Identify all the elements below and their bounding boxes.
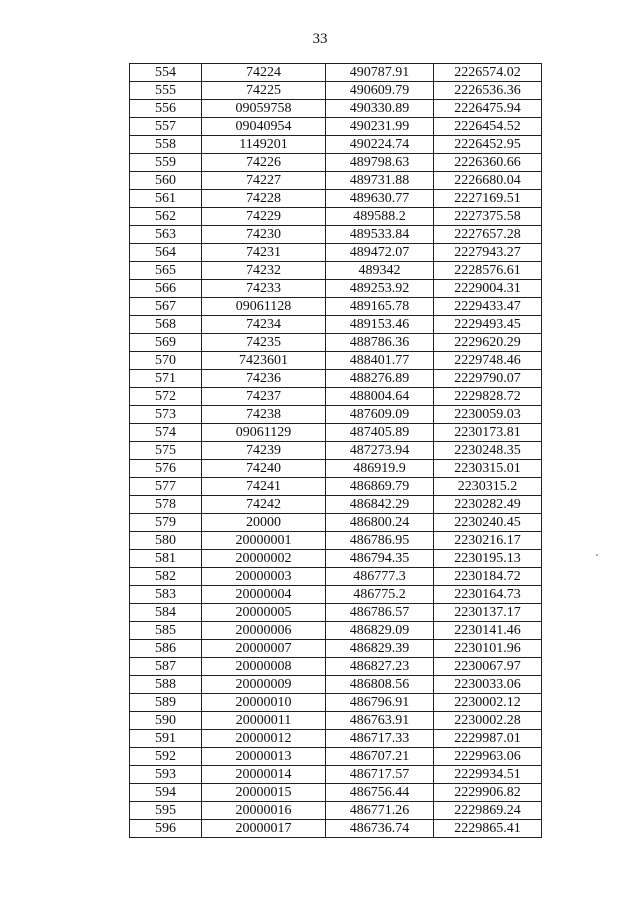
table-row [130,208,542,226]
point-id-cell: 74229 [202,208,326,226]
x-coordinate-cell: 489342 [326,262,434,280]
table-row [130,136,542,154]
table-row [130,262,542,280]
table-row [130,244,542,262]
x-coordinate-cell: 489165.78 [326,298,434,316]
coordinates-table [129,63,542,838]
point-id-cell: 09040954 [202,118,326,136]
y-coordinate-cell: 2228576.61 [434,262,542,280]
table-row [130,442,542,460]
x-coordinate-cell: 487609.09 [326,406,434,424]
point-id-cell: 20000001 [202,532,326,550]
x-coordinate-cell: 486756.44 [326,784,434,802]
y-coordinate-cell: 2230059.03 [434,406,542,424]
x-coordinate-cell: 486794.35 [326,550,434,568]
point-number-cell: 574 [130,424,202,442]
point-id-cell: 20000002 [202,550,326,568]
point-id-cell: 74238 [202,406,326,424]
point-number-cell: 589 [130,694,202,712]
point-id-cell: 09061128 [202,298,326,316]
table-row [130,496,542,514]
y-coordinate-cell: 2229620.29 [434,334,542,352]
x-coordinate-cell: 490609.79 [326,82,434,100]
table-row [130,100,542,118]
point-number-cell: 583 [130,586,202,604]
y-coordinate-cell: 2227657.28 [434,226,542,244]
table-row [130,460,542,478]
point-number-cell: 560 [130,172,202,190]
x-coordinate-cell: 489253.92 [326,280,434,298]
x-coordinate-cell: 490330.89 [326,100,434,118]
y-coordinate-cell: 2230248.35 [434,442,542,460]
x-coordinate-cell: 486763.91 [326,712,434,730]
point-id-cell: 74236 [202,370,326,388]
table-row [130,280,542,298]
point-id-cell: 09059758 [202,100,326,118]
x-coordinate-cell: 489731.88 [326,172,434,190]
x-coordinate-cell: 488401.77 [326,352,434,370]
table-row [130,388,542,406]
y-coordinate-cell: 2226680.04 [434,172,542,190]
table-row [130,784,542,802]
point-id-cell: 09061129 [202,424,326,442]
x-coordinate-cell: 486707.21 [326,748,434,766]
x-coordinate-cell: 489630.77 [326,190,434,208]
point-id-cell: 74240 [202,460,326,478]
scan-speck [596,554,598,556]
x-coordinate-cell: 486777.3 [326,568,434,586]
y-coordinate-cell: 2230184.72 [434,568,542,586]
point-number-cell: 569 [130,334,202,352]
table-row [130,550,542,568]
x-coordinate-cell: 486775.2 [326,586,434,604]
coordinates-table-body [130,64,542,838]
point-id-cell: 74231 [202,244,326,262]
point-number-cell: 562 [130,208,202,226]
point-number-cell: 580 [130,532,202,550]
table-row [130,694,542,712]
y-coordinate-cell: 2230101.96 [434,640,542,658]
table-row [130,802,542,820]
point-id-cell: 20000017 [202,820,326,838]
point-number-cell: 559 [130,154,202,172]
table-row [130,748,542,766]
table-row [130,172,542,190]
table-row [130,676,542,694]
y-coordinate-cell: 2230315.01 [434,460,542,478]
point-number-cell: 594 [130,784,202,802]
point-number-cell: 568 [130,316,202,334]
point-id-cell: 74224 [202,64,326,82]
x-coordinate-cell: 488004.64 [326,388,434,406]
point-number-cell: 591 [130,730,202,748]
y-coordinate-cell: 2227375.58 [434,208,542,226]
point-id-cell: 1149201 [202,136,326,154]
y-coordinate-cell: 2226454.52 [434,118,542,136]
table-row [130,766,542,784]
point-number-cell: 555 [130,82,202,100]
table-row [130,352,542,370]
point-number-cell: 585 [130,622,202,640]
table-row [130,154,542,172]
x-coordinate-cell: 486827.23 [326,658,434,676]
y-coordinate-cell: 2227169.51 [434,190,542,208]
y-coordinate-cell: 2229987.01 [434,730,542,748]
table-row [130,424,542,442]
point-id-cell: 20000004 [202,586,326,604]
point-id-cell: 20000007 [202,640,326,658]
point-id-cell: 7423601 [202,352,326,370]
x-coordinate-cell: 486771.26 [326,802,434,820]
point-id-cell: 20000015 [202,784,326,802]
point-number-cell: 587 [130,658,202,676]
x-coordinate-cell: 489798.63 [326,154,434,172]
x-coordinate-cell: 487405.89 [326,424,434,442]
y-coordinate-cell: 2229748.46 [434,352,542,370]
point-number-cell: 558 [130,136,202,154]
x-coordinate-cell: 487273.94 [326,442,434,460]
point-number-cell: 572 [130,388,202,406]
point-number-cell: 576 [130,460,202,478]
point-number-cell: 564 [130,244,202,262]
x-coordinate-cell: 486869.79 [326,478,434,496]
x-coordinate-cell: 488276.89 [326,370,434,388]
point-id-cell: 20000013 [202,748,326,766]
point-number-cell: 566 [130,280,202,298]
table-row [130,190,542,208]
y-coordinate-cell: 2226475.94 [434,100,542,118]
x-coordinate-cell: 486736.74 [326,820,434,838]
x-coordinate-cell: 486829.39 [326,640,434,658]
point-number-cell: 588 [130,676,202,694]
y-coordinate-cell: 2230141.46 [434,622,542,640]
point-id-cell: 20000006 [202,622,326,640]
x-coordinate-cell: 486919.9 [326,460,434,478]
point-id-cell: 20000014 [202,766,326,784]
point-number-cell: 573 [130,406,202,424]
point-id-cell: 20000009 [202,676,326,694]
y-coordinate-cell: 2226452.95 [434,136,542,154]
table-row [130,532,542,550]
point-id-cell: 74237 [202,388,326,406]
point-number-cell: 575 [130,442,202,460]
y-coordinate-cell: 2226536.36 [434,82,542,100]
table-row [130,118,542,136]
point-id-cell: 74227 [202,172,326,190]
x-coordinate-cell: 486829.09 [326,622,434,640]
point-id-cell: 20000003 [202,568,326,586]
table-row [130,334,542,352]
x-coordinate-cell: 489153.46 [326,316,434,334]
point-number-cell: 592 [130,748,202,766]
point-id-cell: 74242 [202,496,326,514]
x-coordinate-cell: 488786.36 [326,334,434,352]
point-number-cell: 563 [130,226,202,244]
point-number-cell: 581 [130,550,202,568]
y-coordinate-cell: 2230173.81 [434,424,542,442]
point-id-cell: 74226 [202,154,326,172]
point-id-cell: 74232 [202,262,326,280]
point-number-cell: 556 [130,100,202,118]
point-id-cell: 20000008 [202,658,326,676]
x-coordinate-cell: 486786.95 [326,532,434,550]
y-coordinate-cell: 2230240.45 [434,514,542,532]
y-coordinate-cell: 2229865.41 [434,820,542,838]
point-number-cell: 578 [130,496,202,514]
y-coordinate-cell: 2229963.06 [434,748,542,766]
point-id-cell: 74234 [202,316,326,334]
table-row [130,640,542,658]
table-row [130,316,542,334]
table-row [130,820,542,838]
table-row [130,370,542,388]
x-coordinate-cell: 490787.91 [326,64,434,82]
table-row [130,622,542,640]
point-number-cell: 579 [130,514,202,532]
x-coordinate-cell: 489533.84 [326,226,434,244]
point-id-cell: 20000016 [202,802,326,820]
point-id-cell: 20000012 [202,730,326,748]
x-coordinate-cell: 486786.57 [326,604,434,622]
y-coordinate-cell: 2226360.66 [434,154,542,172]
point-id-cell: 74235 [202,334,326,352]
table-row [130,604,542,622]
y-coordinate-cell: 2229790.07 [434,370,542,388]
y-coordinate-cell: 2230002.12 [434,694,542,712]
x-coordinate-cell: 490224.74 [326,136,434,154]
point-id-cell: 20000011 [202,712,326,730]
point-id-cell: 20000 [202,514,326,532]
x-coordinate-cell: 486796.91 [326,694,434,712]
point-number-cell: 571 [130,370,202,388]
table-row [130,64,542,82]
x-coordinate-cell: 486717.33 [326,730,434,748]
y-coordinate-cell: 2230002.28 [434,712,542,730]
y-coordinate-cell: 2227943.27 [434,244,542,262]
point-number-cell: 557 [130,118,202,136]
y-coordinate-cell: 2229934.51 [434,766,542,784]
point-number-cell: 565 [130,262,202,280]
y-coordinate-cell: 2229433.47 [434,298,542,316]
y-coordinate-cell: 2226574.02 [434,64,542,82]
point-number-cell: 593 [130,766,202,784]
table-row [130,478,542,496]
y-coordinate-cell: 2230282.49 [434,496,542,514]
point-number-cell: 596 [130,820,202,838]
x-coordinate-cell: 489588.2 [326,208,434,226]
y-coordinate-cell: 2230164.73 [434,586,542,604]
point-number-cell: 570 [130,352,202,370]
table-row [130,514,542,532]
table-row [130,568,542,586]
point-id-cell: 74239 [202,442,326,460]
point-id-cell: 74233 [202,280,326,298]
point-number-cell: 582 [130,568,202,586]
y-coordinate-cell: 2229004.31 [434,280,542,298]
y-coordinate-cell: 2230315.2 [434,478,542,496]
table-row [130,658,542,676]
table-row [130,82,542,100]
y-coordinate-cell: 2229906.82 [434,784,542,802]
y-coordinate-cell: 2229493.45 [434,316,542,334]
point-number-cell: 584 [130,604,202,622]
point-number-cell: 586 [130,640,202,658]
point-id-cell: 74228 [202,190,326,208]
point-id-cell: 20000005 [202,604,326,622]
point-number-cell: 577 [130,478,202,496]
page-number: 33 [312,31,328,47]
table-row [130,226,542,244]
y-coordinate-cell: 2230195.13 [434,550,542,568]
point-id-cell: 20000010 [202,694,326,712]
point-number-cell: 595 [130,802,202,820]
table-row [130,712,542,730]
point-number-cell: 561 [130,190,202,208]
y-coordinate-cell: 2230137.17 [434,604,542,622]
point-number-cell: 590 [130,712,202,730]
y-coordinate-cell: 2230033.06 [434,676,542,694]
x-coordinate-cell: 486800.24 [326,514,434,532]
table-row [130,298,542,316]
y-coordinate-cell: 2229869.24 [434,802,542,820]
point-number-cell: 567 [130,298,202,316]
x-coordinate-cell: 489472.07 [326,244,434,262]
table-row [130,730,542,748]
point-id-cell: 74241 [202,478,326,496]
y-coordinate-cell: 2229828.72 [434,388,542,406]
table-row [130,406,542,424]
y-coordinate-cell: 2230216.17 [434,532,542,550]
y-coordinate-cell: 2230067.97 [434,658,542,676]
x-coordinate-cell: 486717.57 [326,766,434,784]
x-coordinate-cell: 486842.29 [326,496,434,514]
table-row [130,586,542,604]
point-id-cell: 74225 [202,82,326,100]
x-coordinate-cell: 486808.56 [326,676,434,694]
point-id-cell: 74230 [202,226,326,244]
x-coordinate-cell: 490231.99 [326,118,434,136]
point-number-cell: 554 [130,64,202,82]
